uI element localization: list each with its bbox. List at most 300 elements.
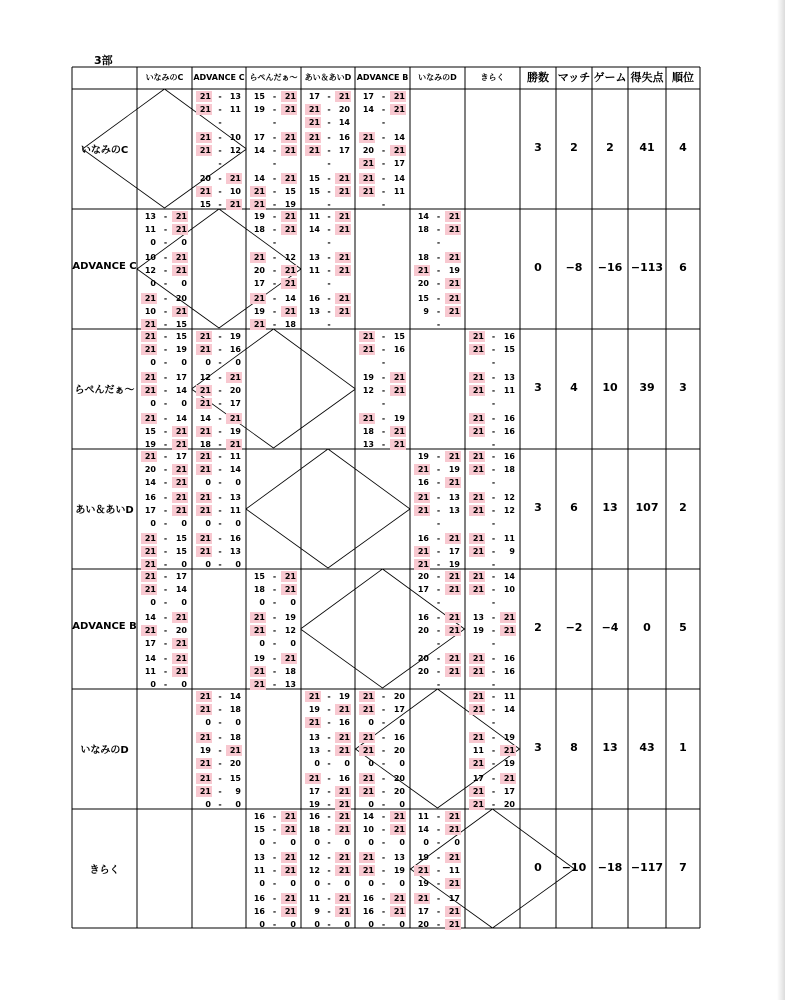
game-score <box>250 811 297 822</box>
game-score <box>414 319 461 330</box>
score-dash: - <box>218 373 222 382</box>
game-score <box>250 612 297 623</box>
game-score <box>469 612 516 623</box>
score-right: 21 <box>390 811 406 822</box>
score-left: 21 <box>250 319 266 330</box>
score-dash: - <box>436 307 441 316</box>
game-score <box>250 625 297 636</box>
score-left: 21 <box>469 344 485 355</box>
score-left: 21 <box>196 546 212 557</box>
score-dash: - <box>436 825 441 834</box>
game-score <box>250 293 297 304</box>
score-left: 0 <box>314 920 320 929</box>
row-team-label: ADVANCE B <box>72 621 137 632</box>
score-dash: - <box>327 853 331 862</box>
game-score <box>469 571 516 582</box>
game-score <box>469 799 516 810</box>
score-dash: - <box>272 294 277 303</box>
score-right: 21 <box>445 811 461 822</box>
score-left: 21 <box>250 252 266 263</box>
game-score <box>250 319 297 330</box>
score-dash: - <box>218 118 222 127</box>
score-right: 12 <box>503 493 515 502</box>
game-score <box>141 559 188 570</box>
score-dash: - <box>381 427 386 436</box>
score-right: 21 <box>445 306 461 317</box>
score-right: 21 <box>335 91 351 102</box>
score-dash: - <box>381 838 386 847</box>
game-score <box>305 906 351 917</box>
score-dash: - <box>272 812 277 821</box>
score-dash: - <box>327 253 331 262</box>
header-team-3: あい＆あいD <box>304 73 352 82</box>
score-right: 21 <box>335 893 351 904</box>
game-score <box>305 278 351 289</box>
game-score <box>414 477 461 488</box>
row-stat-2: 10 <box>602 381 618 394</box>
game-score <box>305 786 351 797</box>
score-dash: - <box>272 187 277 196</box>
score-left: 18 <box>199 440 211 449</box>
score-right: 0 <box>181 519 187 528</box>
score-right: 0 <box>344 879 350 888</box>
score-dash: - <box>491 399 496 408</box>
score-dash: - <box>327 238 331 247</box>
game-score <box>141 357 188 368</box>
game-score <box>250 252 297 263</box>
game-score <box>414 237 461 248</box>
game-score <box>141 505 188 516</box>
score-left: 19 <box>308 800 320 809</box>
game-score <box>414 571 461 582</box>
game-score <box>141 533 188 544</box>
score-right: 21 <box>500 773 516 784</box>
score-right: 0 <box>181 279 187 288</box>
score-right: 16 <box>503 667 515 676</box>
score-dash: - <box>436 626 441 635</box>
game-score <box>305 265 351 276</box>
score-dash: - <box>218 159 222 168</box>
game-score <box>141 546 188 557</box>
row-stat-0: 3 <box>534 141 542 154</box>
game-score <box>359 919 406 930</box>
game-score <box>469 344 516 355</box>
score-right: 15 <box>393 332 405 341</box>
score-right: 19 <box>448 266 460 275</box>
score-dash: - <box>163 667 168 676</box>
score-right: 19 <box>284 200 296 209</box>
game-score <box>141 492 188 503</box>
game-score <box>414 451 461 462</box>
score-right: 0 <box>399 879 405 888</box>
score-right: 11 <box>448 866 460 875</box>
score-dash: - <box>381 787 386 796</box>
score-left: 21 <box>196 91 212 102</box>
score-right: 21 <box>445 252 461 263</box>
game-score <box>141 372 188 383</box>
score-right: 21 <box>172 306 188 317</box>
score-left: 16 <box>253 894 265 903</box>
score-dash: - <box>163 225 168 234</box>
score-dash: - <box>327 133 331 142</box>
score-dash: - <box>436 320 441 329</box>
row-stat-2: −16 <box>597 261 623 274</box>
score-dash: - <box>327 692 331 701</box>
score-left: 15 <box>253 825 265 834</box>
score-right: 19 <box>284 613 296 622</box>
score-dash: - <box>272 920 277 929</box>
game-score <box>359 413 406 424</box>
score-left: 19 <box>199 746 211 755</box>
game-score <box>469 745 516 756</box>
score-right: 21 <box>390 91 406 102</box>
score-left: 14 <box>362 105 374 114</box>
score-left: 0 <box>314 759 320 768</box>
score-left: 0 <box>205 718 211 727</box>
score-right: 21 <box>445 293 461 304</box>
header-stat-4: 順位 <box>672 71 694 84</box>
game-score <box>305 91 351 102</box>
score-left: 13 <box>144 212 156 221</box>
score-right: 0 <box>344 838 350 847</box>
game-score <box>141 385 188 396</box>
score-dash: - <box>272 613 277 622</box>
score-dash: - <box>491 774 496 783</box>
game-score <box>414 865 461 876</box>
row-stat-4: 1 <box>679 741 687 754</box>
row-stat-1: −2 <box>565 621 583 634</box>
score-dash: - <box>491 718 496 727</box>
score-dash: - <box>491 613 496 622</box>
score-dash: - <box>381 386 386 395</box>
game-score <box>469 505 516 516</box>
game-score <box>359 717 406 728</box>
score-dash: - <box>218 146 222 155</box>
game-score <box>250 679 297 690</box>
score-dash: - <box>163 253 168 262</box>
score-right: 16 <box>503 427 515 436</box>
header-team-5: いなみのD <box>418 73 457 82</box>
score-dash: - <box>491 534 496 543</box>
score-right: 0 <box>235 560 241 569</box>
game-score <box>305 732 351 743</box>
row-stat-2: 13 <box>602 741 618 754</box>
game-score <box>359 145 406 156</box>
game-score <box>196 426 242 437</box>
score-right: 9 <box>509 547 515 556</box>
score-dash: - <box>436 598 441 607</box>
score-left: 0 <box>150 238 156 247</box>
score-dash: - <box>163 506 168 515</box>
game-score <box>196 477 242 488</box>
score-dash: - <box>436 879 441 888</box>
score-left: 21 <box>359 773 375 784</box>
score-dash: - <box>491 626 496 635</box>
game-score <box>359 426 406 437</box>
score-right: 11 <box>229 506 241 515</box>
score-right: 21 <box>172 612 188 623</box>
score-dash: - <box>381 159 386 168</box>
score-dash: - <box>491 427 496 436</box>
game-score <box>141 451 188 462</box>
score-dash: - <box>218 200 222 209</box>
score-right: 17 <box>175 452 187 461</box>
score-left: 0 <box>259 598 265 607</box>
game-score <box>196 505 242 516</box>
game-score <box>250 824 297 835</box>
game-score <box>414 211 461 222</box>
score-dash: - <box>381 399 386 408</box>
row-stat-1: −10 <box>561 861 587 874</box>
score-dash: - <box>327 733 331 742</box>
score-right: 17 <box>229 399 241 408</box>
score-left: 15 <box>253 572 265 581</box>
game-score <box>305 799 351 810</box>
game-score <box>196 773 242 784</box>
game-score <box>359 773 406 784</box>
score-left: 19 <box>417 879 429 888</box>
row-stat-3: −117 <box>630 861 664 874</box>
game-score <box>305 773 351 784</box>
score-left: 13 <box>472 613 484 622</box>
game-score <box>250 104 297 115</box>
score-left: 21 <box>196 533 212 544</box>
header-team-4: ADVANCE B <box>356 73 409 82</box>
score-left: 11 <box>308 266 320 275</box>
score-dash: - <box>272 253 277 262</box>
score-right: 21 <box>335 824 351 835</box>
game-score <box>414 505 461 516</box>
row-team-label: いなみのC <box>80 145 129 156</box>
game-score <box>250 666 297 677</box>
score-dash: - <box>436 519 441 528</box>
score-right: 17 <box>175 572 187 581</box>
game-score <box>359 865 406 876</box>
score-left: 19 <box>308 705 320 714</box>
game-score <box>469 597 516 608</box>
score-dash: - <box>491 386 496 395</box>
score-dash: - <box>163 440 168 449</box>
game-score <box>359 186 406 197</box>
score-left: 21 <box>414 546 430 557</box>
score-dash: - <box>163 626 168 635</box>
score-right: 14 <box>175 585 187 594</box>
score-left: 21 <box>469 505 485 516</box>
score-right: 21 <box>390 439 406 450</box>
game-score <box>196 132 242 143</box>
score-right: 21 <box>335 732 351 743</box>
score-left: 0 <box>368 718 374 727</box>
game-score <box>414 278 461 289</box>
score-right: 20 <box>175 626 187 635</box>
game-score <box>469 492 516 503</box>
game-score <box>141 319 188 330</box>
score-dash: - <box>272 626 277 635</box>
score-dash: - <box>436 680 441 689</box>
score-right: 21 <box>281 811 297 822</box>
score-right: 16 <box>393 733 405 742</box>
score-right: 0 <box>344 920 350 929</box>
row-team-label: いなみのD <box>80 745 129 756</box>
score-right: 10 <box>503 585 515 594</box>
row-stat-0: 2 <box>534 621 542 634</box>
header-team-0: いなみのC <box>145 73 184 82</box>
score-left: 21 <box>414 865 430 876</box>
game-score <box>414 584 461 595</box>
score-dash: - <box>163 639 168 648</box>
game-score <box>250 584 297 595</box>
score-right: 14 <box>503 705 515 714</box>
score-left: 21 <box>469 533 485 544</box>
score-left: 18 <box>417 225 429 234</box>
score-left: 16 <box>144 493 156 502</box>
score-dash: - <box>327 907 331 916</box>
score-left: 21 <box>359 158 375 169</box>
score-right: 15 <box>503 345 515 354</box>
score-dash: - <box>381 894 386 903</box>
game-score <box>250 199 297 210</box>
score-dash: - <box>436 853 441 862</box>
score-left: 0 <box>150 519 156 528</box>
score-dash: - <box>218 705 222 714</box>
score-dash: - <box>381 866 386 875</box>
game-score <box>359 732 406 743</box>
score-dash: - <box>436 812 441 821</box>
score-dash: - <box>272 159 277 168</box>
game-score <box>469 372 516 383</box>
score-dash: - <box>163 452 168 461</box>
score-dash: - <box>436 866 441 875</box>
score-right: 0 <box>399 718 405 727</box>
score-dash: - <box>218 506 222 515</box>
score-right: 21 <box>445 666 461 677</box>
game-score <box>250 145 297 156</box>
score-left: 15 <box>253 92 265 101</box>
score-dash: - <box>163 294 168 303</box>
score-right: 0 <box>235 358 241 367</box>
score-right: 21 <box>226 413 242 424</box>
game-score <box>250 265 297 276</box>
score-left: 21 <box>469 426 485 437</box>
score-right: 21 <box>335 786 351 797</box>
score-dash: - <box>491 465 496 474</box>
score-left: 21 <box>141 319 157 330</box>
game-score <box>196 158 242 169</box>
score-left: 21 <box>141 546 157 557</box>
score-dash: - <box>436 493 441 502</box>
game-score <box>250 132 297 143</box>
score-left: 21 <box>250 679 266 690</box>
score-dash: - <box>327 92 331 101</box>
score-right: 21 <box>500 612 516 623</box>
score-left: 21 <box>250 293 266 304</box>
score-dash: - <box>163 332 168 341</box>
score-right: 21 <box>335 811 351 822</box>
game-score <box>196 745 242 756</box>
game-score <box>196 559 242 570</box>
score-left: 21 <box>305 132 321 143</box>
score-right: 21 <box>172 653 188 664</box>
score-dash: - <box>272 279 277 288</box>
score-dash: - <box>327 746 331 755</box>
score-dash: - <box>272 680 277 689</box>
game-score <box>469 357 516 368</box>
score-right: 19 <box>503 759 515 768</box>
score-right: 11 <box>229 452 241 461</box>
score-right: 21 <box>172 426 188 437</box>
score-right: 19 <box>229 427 241 436</box>
game-score <box>414 265 461 276</box>
score-dash: - <box>436 654 441 663</box>
score-left: 12 <box>308 853 320 862</box>
score-right: 11 <box>503 386 515 395</box>
game-score <box>196 186 242 197</box>
score-dash: - <box>436 212 441 221</box>
score-left: 0 <box>368 838 374 847</box>
score-left: 19 <box>417 853 429 862</box>
score-right: 15 <box>284 187 296 196</box>
score-left: 21 <box>250 612 266 623</box>
game-score <box>305 717 351 728</box>
header-stat-3: 得失点 <box>630 71 664 84</box>
score-dash: - <box>436 294 441 303</box>
score-dash: - <box>381 692 386 701</box>
score-left: 21 <box>359 786 375 797</box>
score-right: 0 <box>399 920 405 929</box>
score-left: 21 <box>196 758 212 769</box>
game-score <box>141 398 188 409</box>
score-dash: - <box>327 200 331 209</box>
score-dash: - <box>218 358 222 367</box>
self-match-diagonal <box>493 869 575 928</box>
game-score <box>305 824 351 835</box>
score-right: 17 <box>393 159 405 168</box>
score-left: 21 <box>359 331 375 342</box>
score-right: 20 <box>393 746 405 755</box>
score-left: 0 <box>150 399 156 408</box>
score-left: 9 <box>314 907 320 916</box>
score-right: 0 <box>181 560 187 569</box>
score-left: 0 <box>259 879 265 888</box>
score-left: 21 <box>469 758 485 769</box>
score-dash: - <box>327 812 331 821</box>
score-left: 14 <box>362 812 374 821</box>
score-dash: - <box>272 853 277 862</box>
score-left: 17 <box>144 639 156 648</box>
score-left: 21 <box>196 331 212 342</box>
score-dash: - <box>491 667 496 676</box>
score-right: 16 <box>229 345 241 354</box>
game-score <box>196 464 242 475</box>
score-dash: - <box>381 92 386 101</box>
score-left: 13 <box>308 746 320 755</box>
game-score <box>414 597 461 608</box>
game-score <box>359 158 406 169</box>
row-stat-1: 8 <box>570 741 578 754</box>
score-right: 21 <box>445 612 461 623</box>
game-score <box>469 704 516 715</box>
game-score <box>196 357 242 368</box>
score-right: 21 <box>335 799 351 810</box>
score-dash: - <box>491 787 496 796</box>
game-score <box>141 293 188 304</box>
self-match-diagonal <box>246 509 328 568</box>
score-dash: - <box>436 547 441 556</box>
game-score <box>305 132 351 143</box>
score-dash: - <box>327 866 331 875</box>
score-left: 17 <box>308 787 320 796</box>
score-left: 21 <box>359 865 375 876</box>
